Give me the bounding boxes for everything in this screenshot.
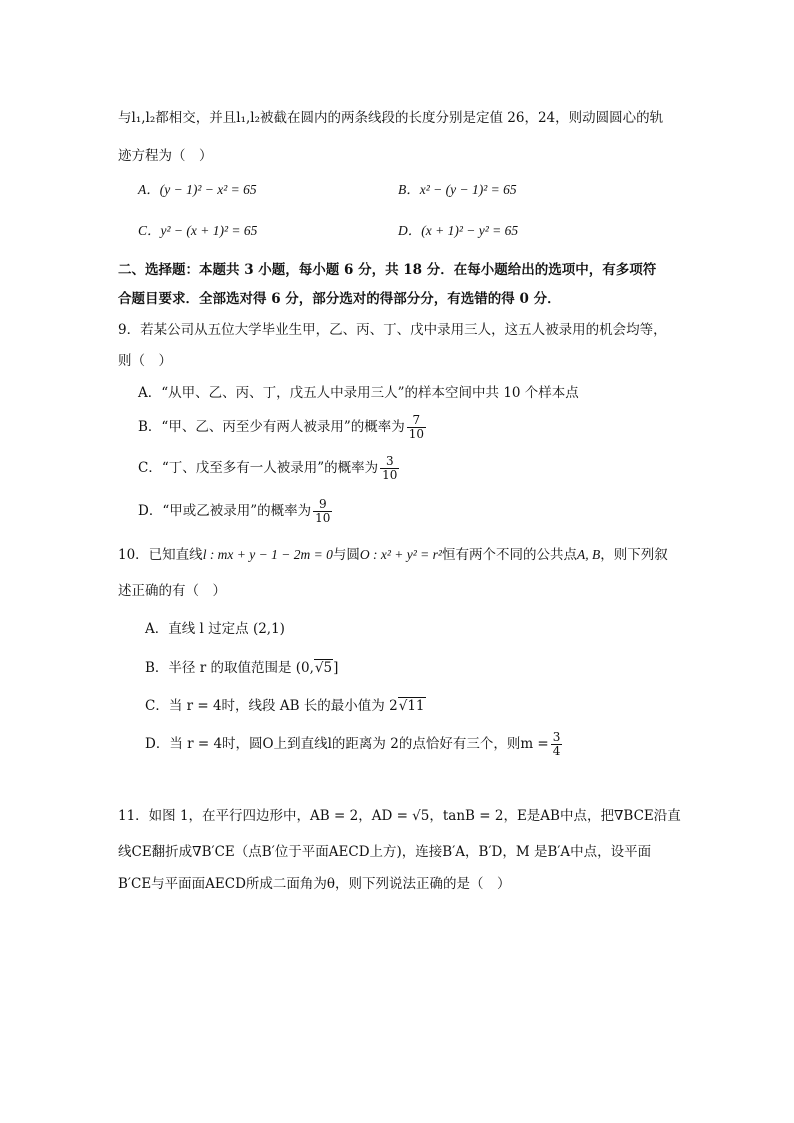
q10-option-c-text: C．当 r = 4时，线段 AB 长的最小值为 2: [145, 698, 398, 714]
q8-line-1: 与l₁,l₂都相交，并且l₁,l₂被截在圆内的两条线段的长度分别是定值 26，24，则动圆圆心的轨: [118, 110, 664, 126]
q8-line-2: 迹方程为（ ）: [118, 148, 213, 164]
q11-line-1: 11．如图 1，在平行四边形中，AB = 2，AD = √5，tanB = 2，E是AB中点，把∇BCE沿直: [118, 808, 681, 824]
q10-option-b: [145, 658, 338, 678]
section-2-line-1: 二、选择题：本题共 3 小题，每小题 6 分，共 18 分．在每小题给出的选项中，有多项符: [118, 262, 657, 278]
q9-option-d: [138, 498, 332, 525]
q10-circle-equation: O : x² + y² = r²: [359, 547, 442, 562]
q10-line-1: [118, 545, 668, 565]
q11-line-2: 线CE翻折成∇B′CE（点B′位于平面AECD上方)，连接B′A，B′D，M 是B′A中点，设平面: [118, 844, 652, 860]
q9-option-b-fraction: $\frac{7}{10}$: [408, 413, 425, 441]
q10-option-b-sqrt: √5: [314, 660, 333, 676]
q9-line-2: 则（ ）: [118, 353, 172, 369]
q10-option-c: [145, 696, 426, 716]
q9-line-1: 9．若某公司从五位大学毕业生甲，乙、丙、丁、戊中录用三人，这五人被录用的机会均等，: [118, 322, 667, 338]
q10-option-d-fraction: $\frac{3}{4}$: [552, 730, 561, 758]
q9-option-a: A．“从甲、乙、丙、丁，戊五人中录用三人”的样本空间中共 10 个样本点: [138, 385, 579, 401]
q10-option-c-sqrt: √11: [398, 698, 425, 714]
q10-option-a: A．直线 l 过定点 (2,1): [145, 621, 285, 637]
q10-option-b-bracket: ]: [333, 660, 339, 676]
section-2-line-2: 合题目要求．全部选对得 6 分，部分选对的得部分分，有选错的得 0 分．: [118, 291, 561, 307]
q10-option-d: [145, 731, 562, 758]
q10-text-b: 与圆: [332, 547, 360, 563]
q10-option-b-text: B．半径 r 的取值范围是 (0,: [145, 660, 314, 676]
q8-option-d: D．(x + 1)² − y² = 65: [398, 223, 519, 238]
q9-option-b-text: B．“甲、乙、丙至少有两人被录用”的概率为: [138, 419, 405, 435]
q10-line-2: 述正确的有（ ）: [118, 583, 226, 599]
q10-text-d: ，则下列叙: [600, 547, 668, 563]
q9-option-c: [138, 455, 399, 482]
q9-option-c-fraction: $\frac{3}{10}$: [382, 454, 398, 482]
q8-option-a: A．(y − 1)² − x² = 65: [138, 182, 257, 197]
q10-text-c: 恒有两个不同的公共点: [441, 547, 577, 563]
q9-option-b: [138, 414, 426, 441]
q10-text-a: 10．已知直线: [118, 547, 203, 563]
q8-option-c: C．y² − (x + 1)² = 65: [138, 223, 258, 238]
q10-points: A, B: [576, 547, 601, 562]
q10-option-d-text: D．当 r = 4时，圆O上到直线l的距离为 2的点恰好有三个，则m =: [145, 736, 549, 752]
q8-option-b: B．x² − (y − 1)² = 65: [398, 182, 517, 197]
q9-option-c-text: C．“丁、戊至多有一人被录用”的概率为: [138, 460, 379, 476]
q9-option-d-text: D．“甲或乙被录用”的概率为: [138, 503, 312, 519]
q11-line-3: B′CE与平面面AECD所成二面角为θ，则下列说法正确的是（ ）: [118, 876, 511, 892]
q9-option-d-fraction: $\frac{9}{10}$: [315, 497, 331, 525]
q10-line-equation: l : mx + y − 1 − 2m = 0: [202, 547, 333, 562]
